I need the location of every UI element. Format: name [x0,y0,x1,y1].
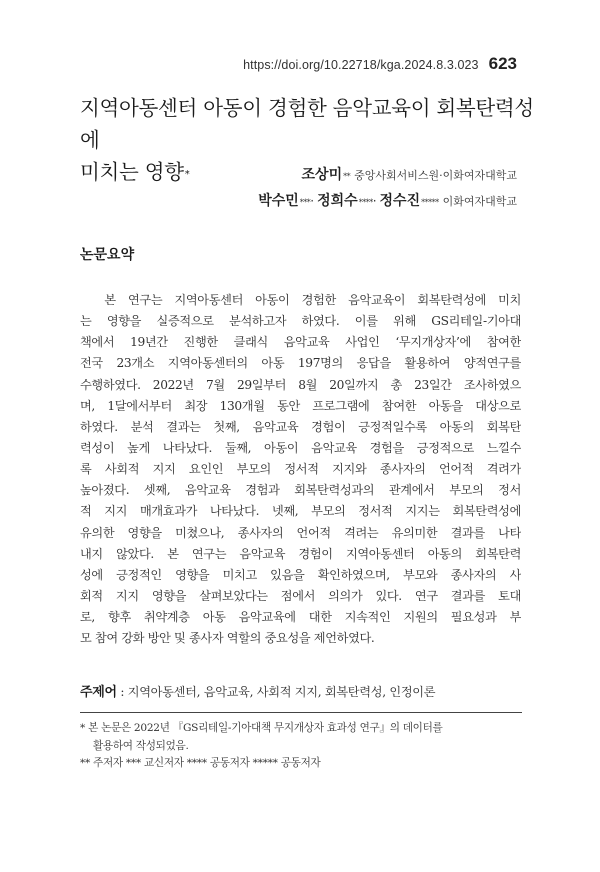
abstract-line: 력성이 높게 나타났다. 둘째, 아동이 음악교육 경험을 긍정적으로 느낄수 [80,440,521,455]
author-mark: ***** [421,198,439,207]
author-affiliation: 중앙사회서비스원·이화여자대학교 [354,169,517,182]
keywords-text: : 지역아동센터, 음악교육, 사회적 지지, 회복탄력성, 인정이론 [116,685,436,699]
abstract-line: 유의한 영향을 미쳤으나, 종사자의 언어적 격려는 유의미한 결과를 나타 [80,525,521,540]
author-block [258,163,517,215]
abstract-line: 적 지지 매개효과가 나타났다. 넷째, 부모의 정서적 지지는 회복탄력성에 [80,504,521,519]
footnote-line: ** 주저자 *** 교신저자 **** 공동저자 ***** 공동저자 [80,757,321,769]
abstract-line: 본 연구는 지역아동센터 아동이 경험한 음악교육이 회복탄력성에 미치 [80,293,521,307]
footnote-divider [80,712,522,713]
author-name: 박수민 [258,193,299,209]
footnote-line: * 본 논문은 2022년 『GS리테일-기아대책 무지개상자 효과성 연구』의 데이터를 [80,722,443,734]
author-row-2 [258,189,517,215]
footnote-line: 활용하여 작성되었음. [93,739,189,752]
abstract-line: 내지 않았다. 본 연구는 음악교육 경험이 지역아동센터 아동의 회복탄력 [80,546,521,561]
abstract-line: 모 참여 강화 방안 및 종사자 역할의 중요성을 제언하였다. [80,631,375,646]
doi-link[interactable]: https://doi.org/10.22718/kga.2024.8.3.023 [243,58,479,72]
author-separator: · [310,194,315,208]
title-footnote-mark: * [184,169,190,180]
abstract-line: 높아졌다. 셋째, 음악교육 경험과 회복탄력성과의 관계에서 부모의 정서 [80,483,521,498]
page-number: 623 [488,54,517,73]
footnotes [80,720,525,773]
author-row-1 [258,163,517,189]
author-mark: ** [343,172,351,181]
keywords-label: 주제어 [80,685,117,700]
abstract-line: 로, 향후 취약계층 아동 음악교육에 대한 지속적인 지원의 필요성과 부 [80,610,521,625]
abstract-heading: 논문요약 [80,247,135,263]
author-name: 조상미 [301,167,343,183]
author-name: 정희수 [317,193,358,209]
abstract-line: 성에 긍정적인 영향을 미치고 있음을 확인하였으며, 부모와 종사자의 사 [80,567,521,582]
author-affiliation: 이화여자대학교 [442,195,517,208]
abstract-line: 수행하였다. 2022년 7월 29일부터 8월 20일까지 총 23일간 조사하였으 [80,377,521,392]
abstract-line: 회적 지지 영향을 살펴보았다는 점에서 의의가 있다. 연구 결과를 토대 [80,588,521,603]
abstract-line: 는 영향을 실증적으로 분석하고자 하였다. 이를 위해 GS리테일-기아대 [80,314,521,329]
abstract-line: 며, 1달에서부터 최장 130개월 동안 프로그램에 참여한 아동을 대상으로 [80,398,521,413]
author-separator: · [372,194,377,208]
abstract-line: 책에서 19년간 진행한 클래식 음악교육 사업인 ‘무지개상자’에 참여한 [80,335,521,350]
title-line-2-text: 미치는 영향 [80,160,184,184]
keywords [80,681,530,700]
running-header [243,54,517,74]
abstract-body [80,290,521,649]
abstract-line: 하였다. 분석 결과는 첫째, 음악교육 경험이 긍정적일수록 아동의 회복탄 [80,419,521,434]
abstract-line: 록 사회적 지지 요인인 부모의 정서적 지지와 종사자의 언어적 격려가 [80,462,521,477]
title-line-1: 지역아동센터 아동이 경험한 음악교육이 회복탄력성에 [80,96,534,152]
author-mark: **** [358,198,373,207]
abstract-line: 전국 23개소 지역아동센터의 아동 197명의 응답을 활용하여 양적연구를 [80,356,521,371]
author-mark: *** [299,198,311,207]
author-name: 정수진 [379,193,421,209]
